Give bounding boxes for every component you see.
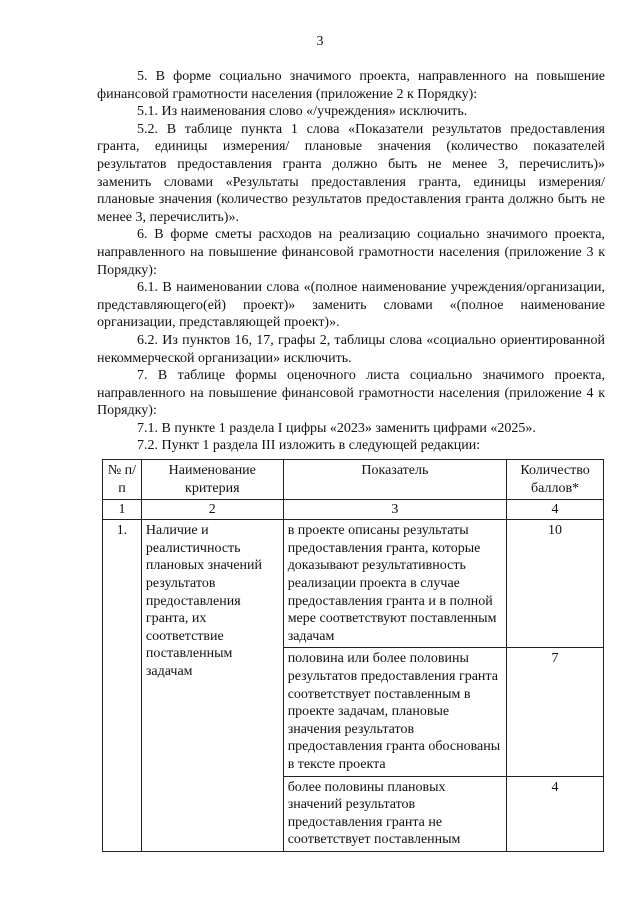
table-header-row: [103, 460, 604, 500]
indicator-cell: более половины плановых значений результатов предоставления гранта не соответствует поставленным: [283, 776, 506, 851]
paragraph-6-1: 6.1. В наименовании слова «(полное наименование учреждения/организации, представляющего(ей) проект)» заменить словами «(полное наименование организации, представляющей проект)».: [97, 280, 605, 331]
index-cell: 3: [283, 500, 506, 520]
paragraph-5-1: 5.1. Из наименования слово «/учреждения» исключить.: [137, 104, 468, 120]
paragraph-7-1: 7.1. В пункте 1 раздела I цифры «2023» заменить цифрами «2025».: [137, 420, 536, 436]
indicator-cell: половина или более половины результатов предоставления гранта соответствует поставленным в проекте задачам, плановые значения результатов предоставления гранта обоснованы в тексте проекта: [283, 648, 506, 776]
paragraph-7: 7. В таблице формы оценочного листа социально значимого проекта, направленного на повышение финансовой грамотности населения (приложение 4 к Порядку):: [97, 368, 605, 419]
evaluation-criteria-table: [102, 459, 604, 852]
indicator-cell: в проекте описаны результаты предоставления гранта, которые доказывают результативность реализации проекта в случае предоставления гранта и в полной мере соответствуют поставленным задачам: [283, 520, 506, 648]
paragraph-7-2: 7.2. Пункт 1 раздела III изложить в следующей редакции:: [137, 438, 481, 454]
paragraph-5: 5. В форме социально значимого проекта, направленного на повышение финансовой грамотности населения (приложение 2 к Порядку):: [97, 69, 605, 102]
score-cell: 7: [507, 648, 604, 776]
paragraph-6: 6. В форме сметы расходов на реализацию социально значимого проекта, направленного на повышение финансовой грамотности населения (приложение 3 к Порядку):: [97, 227, 605, 278]
header-criterion: Наименование критерия: [141, 460, 283, 500]
table-row: [103, 520, 604, 648]
header-score: Количество баллов*: [507, 460, 604, 500]
paragraph-5-2: 5.2. В таблице пункта 1 слова «Показатели результатов предоставления гранта, единицы измерения/ плановые значения (количество показателей результатов предоставления гранта должно быть не менее 3, перечислить)» заменить словами «Результаты предоставления гранта, единицы измерения/ плановые значения (количество результатов предоставления гранта должно быть не менее 3, перечислить)».: [97, 121, 605, 225]
header-indicator: Показатель: [283, 460, 506, 500]
document-body: [97, 68, 605, 455]
table-index-row: [103, 500, 604, 520]
criterion-cell: Наличие и реалистичность плановых значений результатов предоставления гранта, их соответствие поставленным задачам: [141, 520, 283, 852]
score-cell: 4: [507, 776, 604, 851]
score-cell: 10: [507, 520, 604, 648]
index-cell: 1: [103, 500, 142, 520]
index-cell: 4: [507, 500, 604, 520]
paragraph-6-2: 6.2. Из пунктов 16, 17, графы 2, таблицы слова «социально ориентированной некоммерческой организации» исключить.: [97, 332, 605, 366]
index-cell: 2: [141, 500, 283, 520]
header-number: № п/п: [103, 460, 142, 500]
page-number: 3: [316, 34, 324, 49]
row-number: 1.: [103, 520, 142, 852]
